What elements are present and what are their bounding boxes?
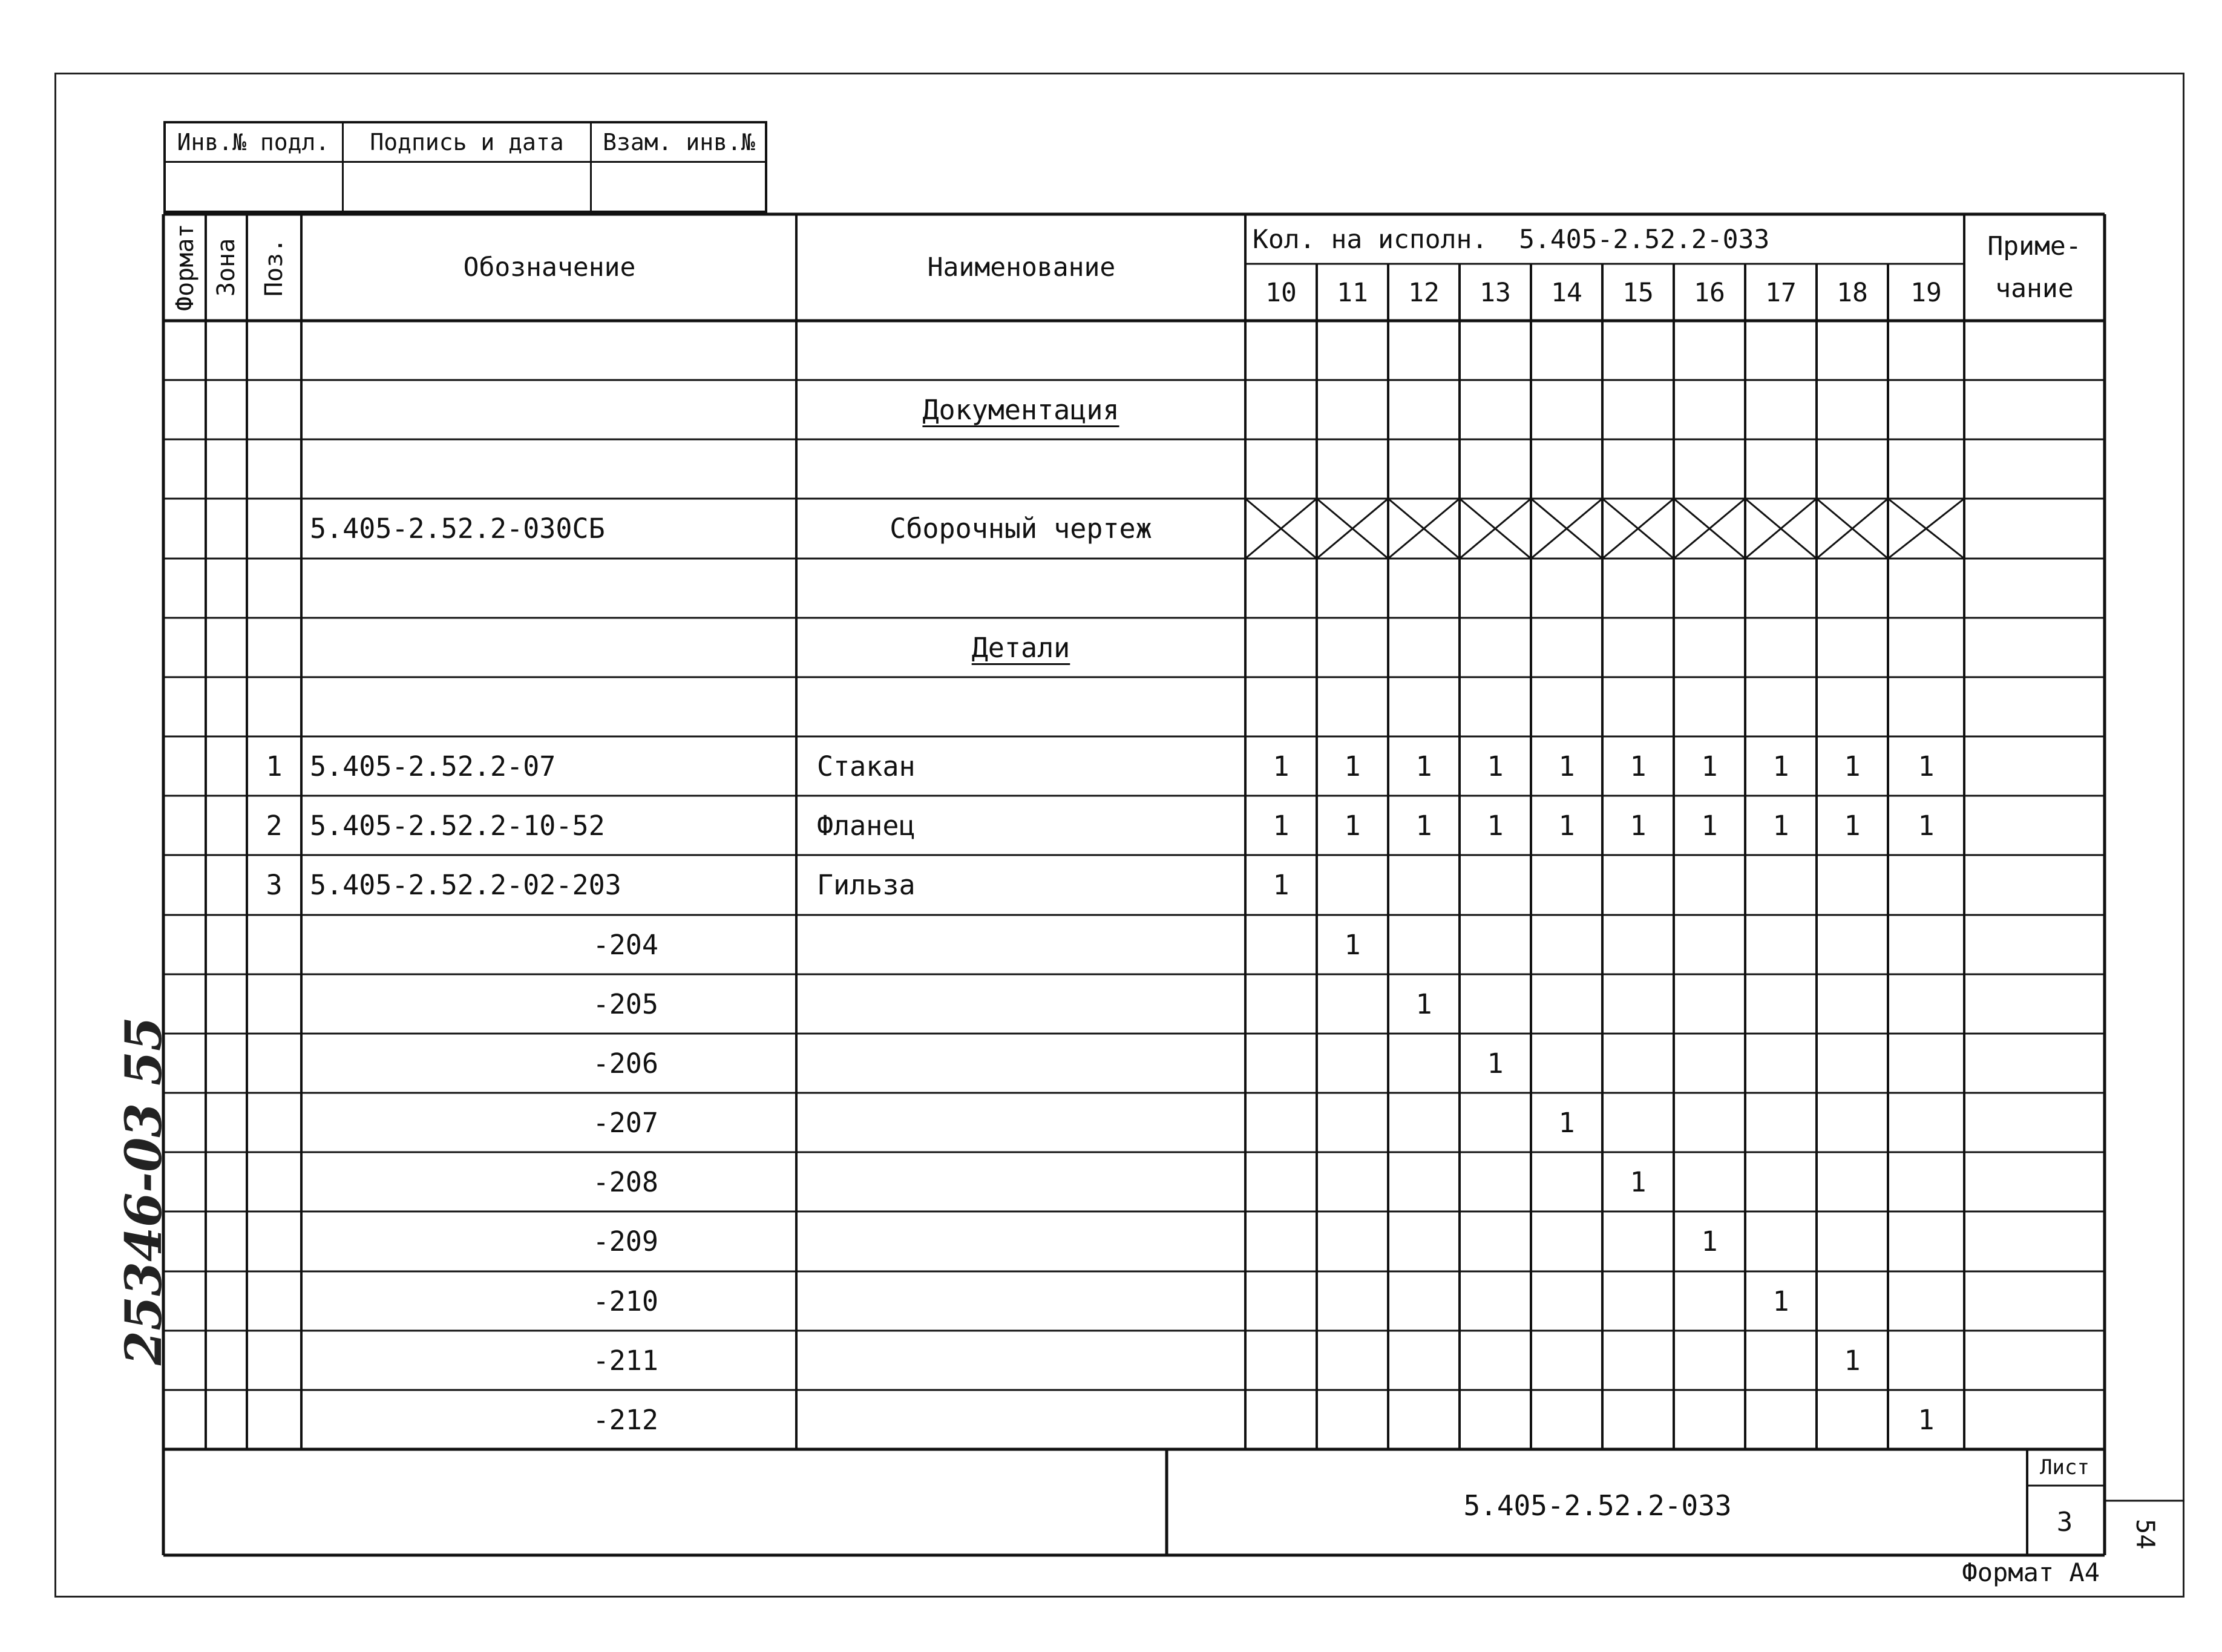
doc-number: 5.405-2.52.2-033: [1463, 1489, 1732, 1522]
qty-cell: 1: [1415, 988, 1432, 1020]
header-variant-16: 16: [1694, 278, 1725, 308]
header-variant-13: 13: [1480, 278, 1511, 308]
stamp-replace-label: Взам. инв.№: [603, 129, 755, 156]
qty-cell: 1: [1701, 809, 1718, 842]
handwritten-archive-number: 25346-03 55: [115, 1017, 173, 1366]
stamp-signature-label: Подпись и дата: [370, 129, 564, 156]
header-variant-18: 18: [1837, 278, 1868, 308]
header-variant-14: 14: [1551, 278, 1582, 308]
qty-cell: 1: [1487, 1047, 1504, 1080]
header-note-line2: чание: [1995, 274, 2074, 304]
row-designation: -206: [592, 1047, 658, 1080]
qty-cell: 1: [1772, 750, 1789, 782]
header-variant-10: 10: [1265, 278, 1297, 308]
row-designation: 5.405-2.52.2-030СБ: [310, 513, 605, 545]
header-designation: Обозначение: [463, 252, 636, 283]
row-name: Сборочный чертеж: [890, 513, 1152, 545]
row-designation: 5.405-2.52.2-07: [310, 750, 556, 782]
row-designation: -208: [592, 1165, 658, 1198]
row-designation: -205: [592, 988, 658, 1020]
qty-cell: 1: [1558, 750, 1575, 782]
header-zone: Зона: [212, 238, 240, 297]
header-qty-title: Кол. на исполн. 5.405-2.52.2-033: [1253, 225, 1770, 255]
qty-cell: 1: [1918, 1403, 1935, 1436]
qty-cell: 1: [1701, 1225, 1718, 1257]
row-name: Гильза: [817, 869, 916, 901]
row-designation: -209: [592, 1225, 658, 1257]
qty-cell: 1: [1630, 809, 1647, 842]
qty-cell: 1: [1273, 750, 1290, 782]
header-variant-17: 17: [1765, 278, 1797, 308]
qty-cell: 1: [1701, 750, 1718, 782]
qty-cell: 1: [1630, 1165, 1647, 1198]
row-designation: 5.405-2.52.2-10-52: [310, 809, 605, 842]
row-position: 1: [266, 750, 283, 782]
qty-cell: 1: [1415, 809, 1432, 842]
qty-cell: 1: [1918, 750, 1935, 782]
qty-cell: 1: [1487, 809, 1504, 842]
header-variant-12: 12: [1408, 278, 1440, 308]
row-designation: 5.405-2.52.2-02-203: [310, 869, 621, 901]
qty-cell: 1: [1415, 750, 1432, 782]
row-position: 2: [266, 809, 283, 842]
row-designation: -211: [592, 1344, 658, 1377]
qty-cell: 1: [1844, 750, 1861, 782]
qty-cell: 1: [1918, 809, 1935, 842]
header-note-line1: Приме-: [1987, 231, 2082, 261]
row-designation: -207: [592, 1106, 658, 1139]
sheet-label: Лист: [2040, 1455, 2089, 1480]
qty-cell: 1: [1844, 1344, 1861, 1377]
row-position: 3: [266, 869, 283, 901]
qty-cell: 1: [1630, 750, 1647, 782]
page-number: 54: [2131, 1519, 2160, 1550]
qty-cell: 1: [1273, 869, 1290, 901]
qty-cell: 1: [1344, 809, 1361, 842]
qty-cell: 1: [1772, 1285, 1789, 1317]
qty-cell: 1: [1487, 750, 1504, 782]
qty-cell: 1: [1558, 809, 1575, 842]
header-name: Наименование: [927, 252, 1116, 283]
header-position: Поз.: [260, 238, 288, 297]
header-variant-15: 15: [1622, 278, 1654, 308]
qty-cell: 1: [1344, 928, 1361, 961]
row-designation: -204: [592, 928, 658, 961]
header-variant-19: 19: [1910, 278, 1942, 308]
qty-cell: 1: [1344, 750, 1361, 782]
section-heading: Документация: [922, 393, 1119, 426]
sheet-number: 3: [2056, 1506, 2073, 1538]
row-name: Стакан: [817, 750, 916, 782]
qty-cell: 1: [1273, 809, 1290, 842]
format-label: Формат А4: [1962, 1558, 2100, 1587]
qty-cell: 1: [1772, 809, 1789, 842]
section-heading: Детали: [971, 631, 1070, 664]
row-designation: -212: [592, 1403, 658, 1436]
header-format: Формат: [171, 223, 199, 312]
stamp-inventory-label: Инв.№ подл.: [177, 129, 330, 156]
row-designation: -210: [592, 1285, 658, 1317]
row-name: Фланец: [817, 809, 916, 842]
header-variant-11: 11: [1337, 278, 1368, 308]
qty-cell: 1: [1844, 809, 1861, 842]
qty-cell: 1: [1558, 1106, 1575, 1139]
